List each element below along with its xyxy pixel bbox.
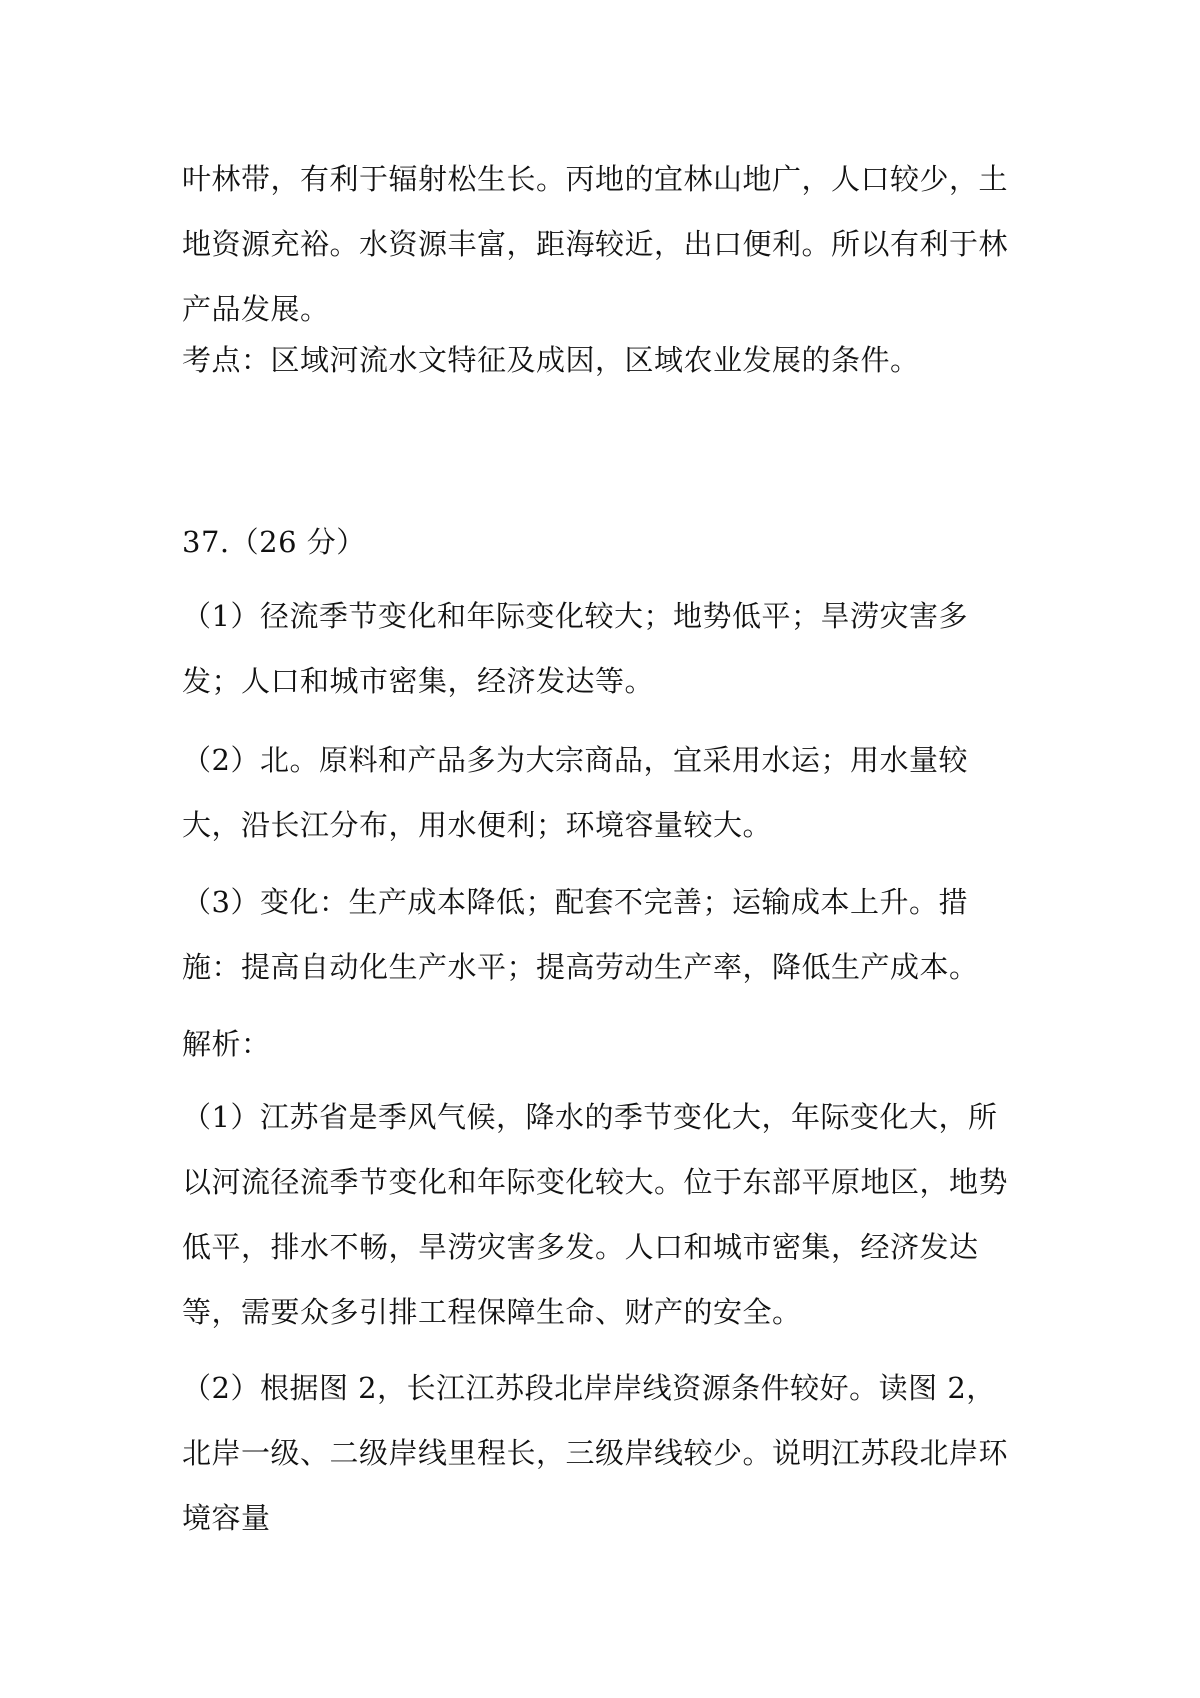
paragraph-exam-points: 考点：区域河流水文特征及成因，区域农业发展的条件。 bbox=[182, 343, 920, 377]
analysis-37-2: （2）根据图 2，长江江苏段北岸岸线资源条件较好。读图 2，北岸一级、二级岸线里程长，三级岸线较少。说明江苏段北岸环境容量 bbox=[182, 1371, 1009, 1535]
paragraph-forestry-conclusion: 叶林带，有利于辐射松生长。丙地的宜林山地广，人口较少，土地资源充裕。水资源丰富，距海较近，出口便利。所以有利于林产品发展。 bbox=[182, 162, 1009, 326]
answer-37-3: （3）变化：生产成本降低；配套不完善；运输成本上升。措施：提高自动化生产水平；提高劳动生产率，降低生产成本。 bbox=[182, 885, 979, 984]
analysis-37-1: （1）江苏省是季风气候，降水的季节变化大，年际变化大，所以河流径流季节变化和年际变化较大。位于东部平原地区，地势低平，排水不畅，旱涝灾害多发。人口和城市密集，经济发达等，需要众多引排工程保障生命、财产的安全。 bbox=[182, 1100, 1009, 1329]
answer-37-1: （1）径流季节变化和年际变化较大；地势低平；旱涝灾害多发；人口和城市密集，经济发达等。 bbox=[182, 599, 968, 698]
answer-37-2: （2）北。原料和产品多为大宗商品，宜采用水运；用水量较大，沿长江分布，用水便利；环境容量较大。 bbox=[182, 743, 968, 842]
analysis-heading: 解析： bbox=[182, 1027, 271, 1061]
question-37-heading: 37.（26 分） bbox=[182, 525, 366, 559]
